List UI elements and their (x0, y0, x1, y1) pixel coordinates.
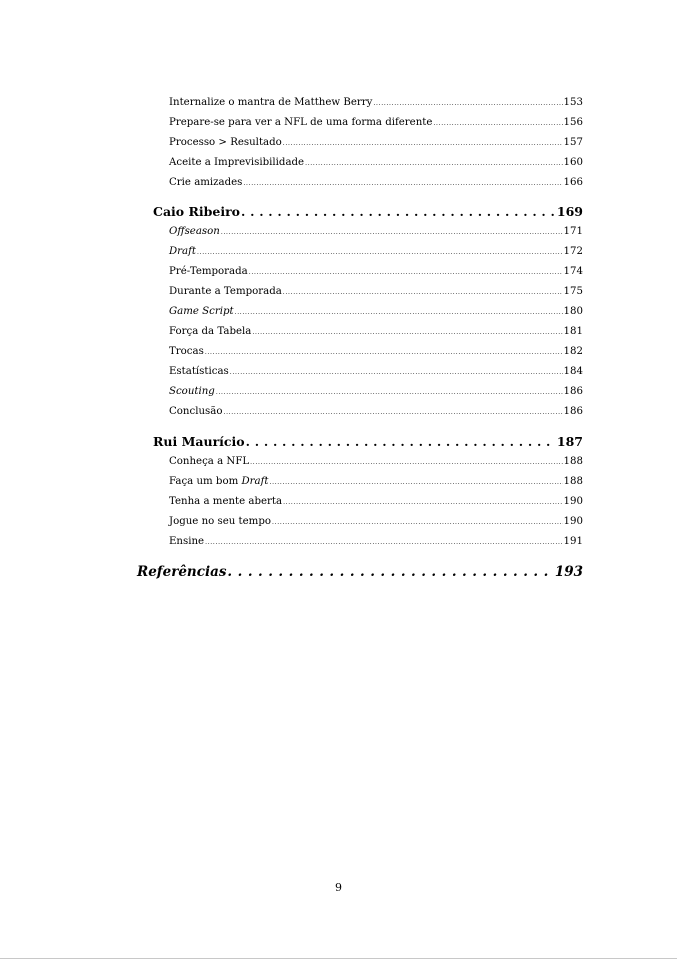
dot-leader (197, 246, 563, 257)
toc-entry-label: Game Script (169, 306, 234, 317)
toc-entry-trocas[interactable] (169, 346, 583, 360)
toc-entry-label: Pré-Temporada (169, 266, 248, 277)
toc-entry-page: 186 (563, 406, 583, 417)
toc-chapter-title: Referências (137, 564, 227, 580)
dot-leader (205, 346, 563, 357)
toc-entry-label: Crie amizades (169, 177, 243, 188)
toc-entry-page: 166 (563, 177, 583, 188)
toc-section-title: Rui Maurício (153, 434, 245, 449)
toc-chapter-page: 193 (554, 564, 583, 580)
toc-entry-matthew-berry[interactable] (169, 97, 583, 111)
dot-leader (283, 286, 563, 297)
toc-entry-page: 171 (563, 226, 583, 237)
toc-entry-page: 174 (563, 266, 583, 277)
dot-leader (216, 386, 563, 397)
dot-leader (205, 536, 562, 547)
toc-entry-label (169, 476, 268, 487)
toc-entry-jogue-seu-tempo[interactable] (169, 516, 583, 530)
toc-entry-label: Estatísticas (169, 366, 229, 377)
page-edge-divider (0, 958, 677, 959)
toc-entry-page: 188 (563, 476, 583, 487)
dot-leader (250, 456, 562, 467)
dot-leader (305, 157, 562, 168)
toc-chapter-referencias[interactable] (137, 564, 583, 582)
toc-entry-crie-amizades[interactable] (169, 177, 583, 191)
dot-leader (243, 177, 562, 188)
toc-entry-page: 181 (563, 326, 583, 337)
dot-leader (227, 564, 553, 580)
toc-entry-label: Tenha a mente aberta (169, 496, 283, 507)
toc-entry-pre-temporada[interactable] (169, 266, 583, 280)
toc-entry-page: 191 (563, 536, 583, 547)
toc-entry-page: 182 (563, 346, 583, 357)
dot-leader (246, 434, 556, 449)
dot-leader (433, 117, 562, 128)
toc-entry-label: Força da Tabela (169, 326, 252, 337)
toc-entry-estatisticas[interactable] (169, 366, 583, 380)
dot-leader (230, 366, 563, 377)
toc-entry-label: Conheça a NFL (169, 456, 250, 467)
toc-entry-label: Jogue no seu tempo (169, 516, 271, 527)
toc-entry-page: 156 (563, 117, 583, 128)
toc-section-caio-ribeiro[interactable] (153, 204, 583, 220)
toc-entry-game-script[interactable] (169, 306, 583, 320)
dot-leader (252, 326, 562, 337)
dot-leader (241, 204, 556, 219)
toc-entry-nfl-forma-diferente[interactable] (169, 117, 583, 131)
toc-entry-conclusao[interactable] (169, 406, 583, 420)
dot-leader (373, 97, 562, 108)
toc-entry-page: 186 (563, 386, 583, 397)
toc-entry-label: Scouting (169, 386, 215, 397)
toc-entry-label-prefix: Faça um bom (169, 476, 242, 487)
toc-entry-page: 184 (563, 366, 583, 377)
toc-entry-draft[interactable] (169, 246, 583, 260)
dot-leader (283, 496, 562, 507)
toc-entry-mente-aberta[interactable] (169, 496, 583, 510)
toc-entry-page: 172 (563, 246, 583, 257)
dot-leader (269, 476, 562, 487)
toc-entry-processo-resultado[interactable] (169, 137, 583, 151)
toc-entry-page: 157 (563, 137, 583, 148)
toc-entry-conheca-nfl[interactable] (169, 456, 583, 470)
toc-entry-page: 175 (563, 286, 583, 297)
toc-entry-faca-bom-draft[interactable] (169, 476, 583, 490)
toc-entry-label: Processo > Resultado (169, 137, 282, 148)
toc-entry-page: 153 (563, 97, 583, 108)
toc-section-rui-mauricio[interactable] (153, 434, 583, 450)
toc-entry-label: Trocas (169, 346, 204, 357)
toc-entry-label: Aceite a Imprevisibilidade (169, 157, 305, 168)
toc-entry-page: 160 (563, 157, 583, 168)
dot-leader (235, 306, 563, 317)
dot-leader (283, 137, 563, 148)
toc-entry-label: Conclusão (169, 406, 223, 417)
toc-entry-page: 190 (563, 516, 583, 527)
toc-entry-offseason[interactable] (169, 226, 583, 240)
dot-leader (221, 226, 563, 237)
toc-section-page: 187 (556, 434, 583, 449)
toc-entry-label: Internalize o mantra de Matthew Berry (169, 97, 373, 108)
toc-entry-forca-tabela[interactable] (169, 326, 583, 340)
toc-entry-imprevisibilidade[interactable] (169, 157, 583, 171)
toc-entry-page: 188 (563, 456, 583, 467)
toc-entry-label: Offseason (169, 226, 220, 237)
toc-entry-label: Durante a Temporada (169, 286, 282, 297)
dot-leader (223, 406, 562, 417)
dot-leader (249, 266, 563, 277)
toc-entry-page: 180 (563, 306, 583, 317)
toc-entry-durante-temporada[interactable] (169, 286, 583, 300)
toc-entry-scouting[interactable] (169, 386, 583, 400)
toc-entry-label: Ensine (169, 536, 205, 547)
toc-entry-label-italic: Draft (241, 476, 269, 487)
toc-entry-label: Draft (169, 246, 196, 257)
page-number: 9 (335, 881, 342, 894)
toc-section-page: 169 (556, 204, 583, 219)
toc-entry-page: 190 (563, 496, 583, 507)
toc-entry-label: Prepare-se para ver a NFL de uma forma diferente (169, 117, 433, 128)
toc-entry-ensine[interactable] (169, 536, 583, 550)
toc-section-title: Caio Ribeiro (153, 204, 240, 219)
dot-leader (272, 516, 563, 527)
